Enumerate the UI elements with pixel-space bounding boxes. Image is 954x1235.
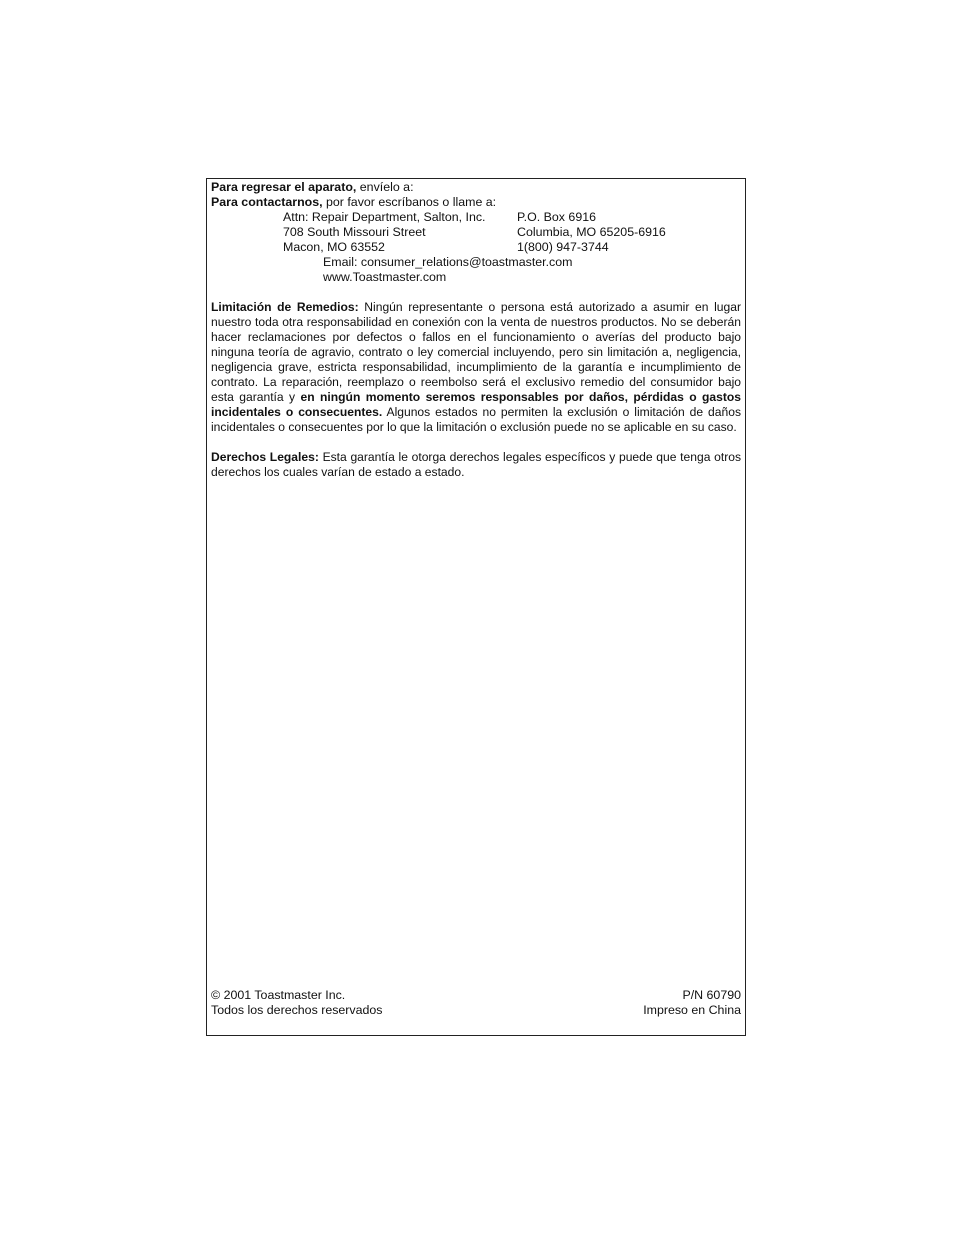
limitation-bold-clause: en ningún momento seremos responsables por daños, pérdidas o gastos incidentales o consecuentes.: [211, 390, 741, 419]
address-street: 708 South Missouri Street: [283, 225, 426, 239]
return-label: Para regresar el aparato,: [211, 180, 357, 194]
address-city-columbia: Columbia, MO 65205-6916: [517, 225, 666, 239]
legal-rights-paragraph: [211, 450, 741, 480]
rights-reserved: Todos los derechos reservados: [211, 1003, 383, 1017]
address-phone: 1(800) 947-3744: [517, 240, 609, 254]
warranty-box: [206, 178, 746, 1036]
legal-rights-heading: Derechos Legales:: [211, 450, 319, 464]
part-number: P/N 60790: [682, 988, 741, 1002]
address-row-1: [211, 210, 741, 225]
address-po-box: P.O. Box 6916: [517, 210, 596, 224]
footer-row-2: [211, 1003, 741, 1018]
address-row-3: [211, 240, 741, 255]
address-row-2: [211, 225, 741, 240]
limitation-text-1: Ningún representante o persona está autorizado a asumir en lugar nuestro toda otra responsabilidad en conexión con la venta de nuestros productos. No se deberán hacer reclamaciones por defectos o fallos en el funcionamiento o averías del producto bajo ninguna teoría de agravio, contrato o ley comercial incluyendo, pero sin limitación a, negligencia, negligencia grave, estricta responsabilidad, incumplimiento de la garantía e incumplimiento de contrato. La reparación, reemplazo o reembolso será el exclusivo remedio del consumidor bajo esta garantía y: [211, 300, 741, 404]
copyright: © 2001 Toastmaster Inc.: [211, 988, 346, 1002]
contact-label: Para contactarnos,: [211, 195, 323, 209]
legal-rights-text: Esta garantía le otorga derechos legales específicos y puede que tenga otros derechos los cuales varían de estado a estado.: [211, 450, 741, 479]
address-city-macon: Macon, MO 63552: [283, 240, 385, 254]
footer: [211, 988, 741, 1018]
made-in: Impreso en China: [643, 1003, 741, 1017]
contact-line: [211, 195, 741, 210]
contact-email[interactable]: Email: consumer_relations@toastmaster.com: [323, 255, 573, 269]
footer-row-1: [211, 988, 741, 1003]
return-text: envíelo a:: [356, 180, 414, 194]
contact-text: por favor escríbanos o llame a:: [322, 195, 497, 209]
limitation-text-2: Algunos estados no permiten la exclusión o limitación de daños incidentales o consecuentes por lo que la limitación o exclusión puede no se aplicable en su caso.: [211, 405, 741, 434]
address-attn: Attn: Repair Department, Salton, Inc.: [283, 210, 486, 224]
limitation-heading: Limitación de Remedios:: [211, 300, 359, 314]
website-link[interactable]: www.Toastmaster.com: [323, 270, 447, 284]
warranty-content: [211, 180, 741, 480]
return-line: [211, 180, 741, 195]
limitation-paragraph: [211, 300, 741, 435]
